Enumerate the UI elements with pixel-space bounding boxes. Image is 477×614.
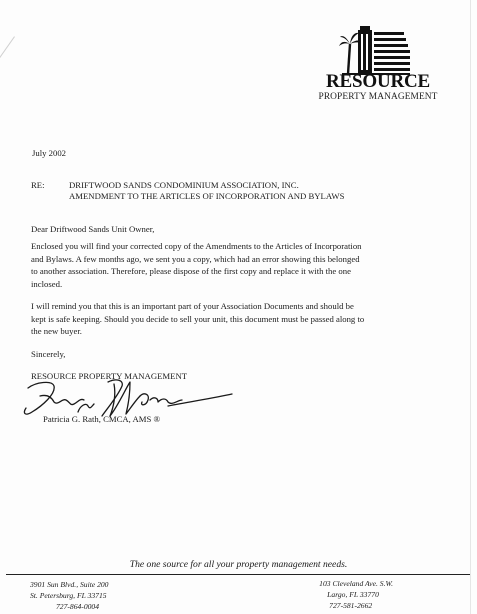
footer-left-phone: 727-864-0004 <box>56 602 100 611</box>
company-name: RESOURCE PROPERTY MANAGEMENT <box>31 371 188 381</box>
footer-right-city: Largo, FL 33770 <box>327 590 379 599</box>
company-logo-tagline: PROPERTY MANAGEMENT <box>318 92 438 102</box>
footer-address-right <box>319 578 393 611</box>
signer-name: Patricia G. Rath, CMCA, AMS ® <box>43 414 161 424</box>
footer-divider <box>6 574 470 575</box>
letter-date: July 2002 <box>32 148 67 158</box>
closing: Sincerely, <box>31 349 66 359</box>
building-logo-icon <box>338 22 410 76</box>
re-line-2: AMENDMENT TO THE ARTICLES OF INCORPORATION AND BYLAWS <box>69 191 345 201</box>
company-logo-wordmark: RESOURCE <box>326 71 430 92</box>
paragraph-2-line: I will remind you that this is an important part of your Association Documents and should be <box>31 301 354 311</box>
paragraph-1-line: Enclosed you will find your corrected copy of the Amendments to the Articles of Incorporation <box>31 241 362 251</box>
paragraph-1 <box>31 240 426 290</box>
salutation: Dear Driftwood Sands Unit Owner, <box>31 224 155 234</box>
footer-left-city: St. Petersburg, FL 33715 <box>30 591 107 600</box>
footer-address-left <box>30 579 108 612</box>
scan-mark-top-left <box>0 36 15 60</box>
footer-right-street: 103 Cleveland Ave. S.W. <box>319 579 393 588</box>
paragraph-2-line: the new buyer. <box>31 326 82 336</box>
paragraph-1-line: and Bylaws. A few months ago, we sent you a copy, which had an error showing this belonged <box>31 253 360 264</box>
paragraph-2 <box>31 300 426 338</box>
re-line-1: DRIFTWOOD SANDS CONDOMINIUM ASSOCIATION, INC. <box>69 180 299 190</box>
re-label: RE: <box>31 180 45 190</box>
footer-left-street: 3901 Sun Blvd., Suite 200 <box>30 580 109 589</box>
footer-slogan: The one source for all your property management needs. <box>129 559 348 570</box>
scan-edge-right <box>470 0 471 614</box>
paragraph-2-line: kept is safe keeping. Should you decide to sell your unit, this document must be passed along to <box>31 313 365 324</box>
paragraph-1-line: inclosed. <box>31 278 63 289</box>
footer-right-phone: 727-581-2662 <box>329 601 373 610</box>
paragraph-1-line: to another association. Therefore, please dispose of the first copy and replace it with the one <box>31 266 351 276</box>
